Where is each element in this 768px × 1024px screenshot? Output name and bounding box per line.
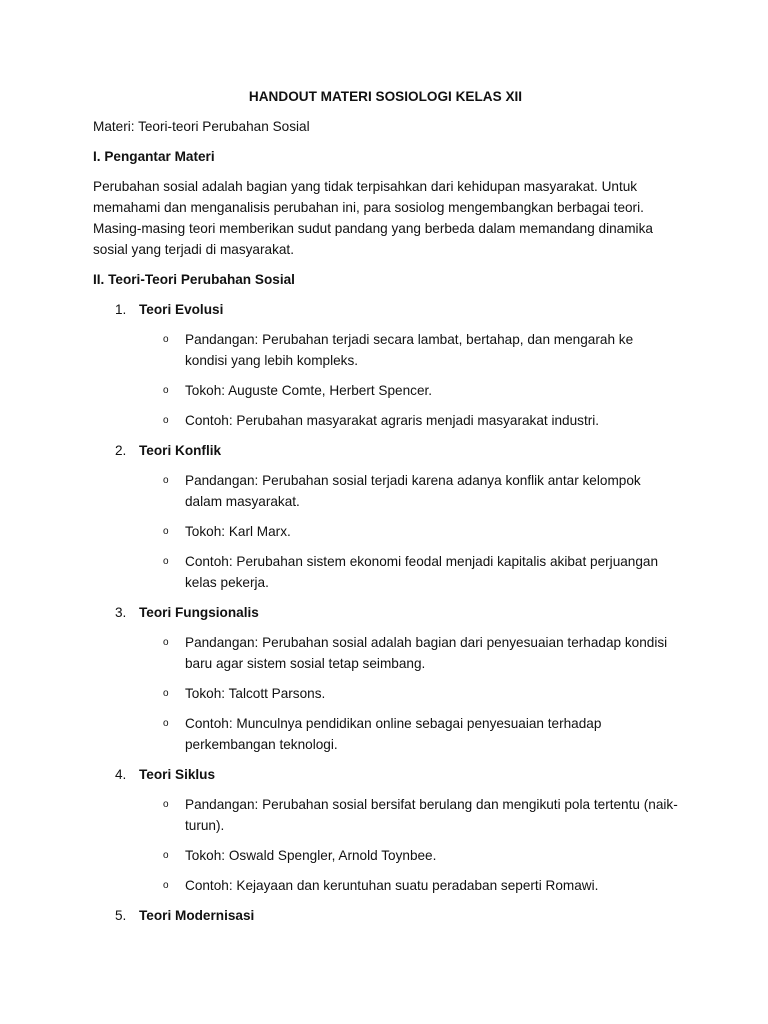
point-text: Pandangan: Perubahan terjadi secara lambat, bertahap, dan mengarah ke kondisi yang lebih kompleks. [185,332,634,368]
point-text: Tokoh: Talcott Parsons. [185,686,326,701]
bullet-icon: o [163,718,169,729]
theory-point [139,683,678,704]
point-text: Pandangan: Perubahan sosial bersifat berulang dan mengikuti pola tertentu (naik-turun). [185,797,678,833]
theory-title: Teori Evolusi [139,302,224,317]
point-text: Contoh: Perubahan masyarakat agraris menjadi masyarakat industri. [185,413,600,428]
theory-point [139,470,678,512]
intro-paragraph: Perubahan sosial adalah bagian yang tidak terpisahkan dari kehidupan masyarakat. Untuk memahami dan menganalisis perubahan ini, para sosiolog mengembangkan berbagai teori. Masing-masing teori memberikan sudut pandang yang berbeda dalam memandang dinamika sosial yang terjadi di masyarakat. [93,179,653,257]
point-text: Tokoh: Karl Marx. [185,524,291,539]
section-heading-intro: I. Pengantar Materi [93,149,215,164]
theory-point [139,410,678,431]
theory-number: 3. [115,605,127,620]
theory-number: 2. [115,443,127,458]
bullet-icon: o [163,475,169,486]
bullet-icon: o [163,385,169,396]
point-text: Contoh: Munculnya pendidikan online sebagai penyesuaian terhadap perkembangan teknologi. [185,716,602,752]
bullet-icon: o [163,556,169,567]
theory-points [139,794,678,896]
document-title: HANDOUT MATERI SOSIOLOGI KELAS XII [248,89,523,104]
theory-item [93,764,678,896]
theory-item [93,602,678,755]
theory-item [93,440,678,593]
theory-title: Teori Fungsionalis [139,605,259,620]
document-content [93,86,678,935]
theory-points [139,470,678,593]
theory-point [139,632,678,674]
bullet-icon: o [163,334,169,345]
theory-point [139,329,678,371]
point-text: Contoh: Kejayaan dan keruntuhan suatu peradaban seperti Romawi. [185,878,599,893]
bullet-icon: o [163,637,169,648]
theory-number: 1. [115,302,127,317]
point-text: Contoh: Perubahan sistem ekonomi feodal menjadi kapitalis akibat perjuangan kelas pekerja. [185,554,659,590]
point-text: Pandangan: Perubahan sosial terjadi karena adanya konflik antar kelompok dalam masyarakat. [185,473,641,509]
theory-title: Teori Siklus [139,767,216,782]
bullet-icon: o [163,850,169,861]
point-text: Tokoh: Auguste Comte, Herbert Spencer. [185,383,433,398]
theory-list [93,299,678,926]
theory-point [139,551,678,593]
point-text: Tokoh: Oswald Spengler, Arnold Toynbee. [185,848,437,863]
point-text: Pandangan: Perubahan sosial adalah bagian dari penyesuaian terhadap kondisi baru agar sistem sosial tetap seimbang. [185,635,668,671]
theory-point [139,875,678,896]
theory-points [139,632,678,755]
section-heading-theories: II. Teori-Teori Perubahan Sosial [93,272,295,287]
theory-point [139,380,678,401]
theory-item [93,905,678,926]
theory-point [139,794,678,836]
bullet-icon: o [163,880,169,891]
theory-point [139,845,678,866]
materi-line: Materi: Teori-teori Perubahan Sosial [93,119,310,134]
bullet-icon: o [163,688,169,699]
theory-number: 5. [115,908,127,923]
bullet-icon: o [163,799,169,810]
theory-point [139,713,678,755]
theory-point [139,521,678,542]
theory-number: 4. [115,767,127,782]
theory-title: Teori Konflik [139,443,222,458]
theory-item [93,299,678,431]
theory-points [139,329,678,431]
bullet-icon: o [163,526,169,537]
bullet-icon: o [163,415,169,426]
theory-title: Teori Modernisasi [139,908,255,923]
